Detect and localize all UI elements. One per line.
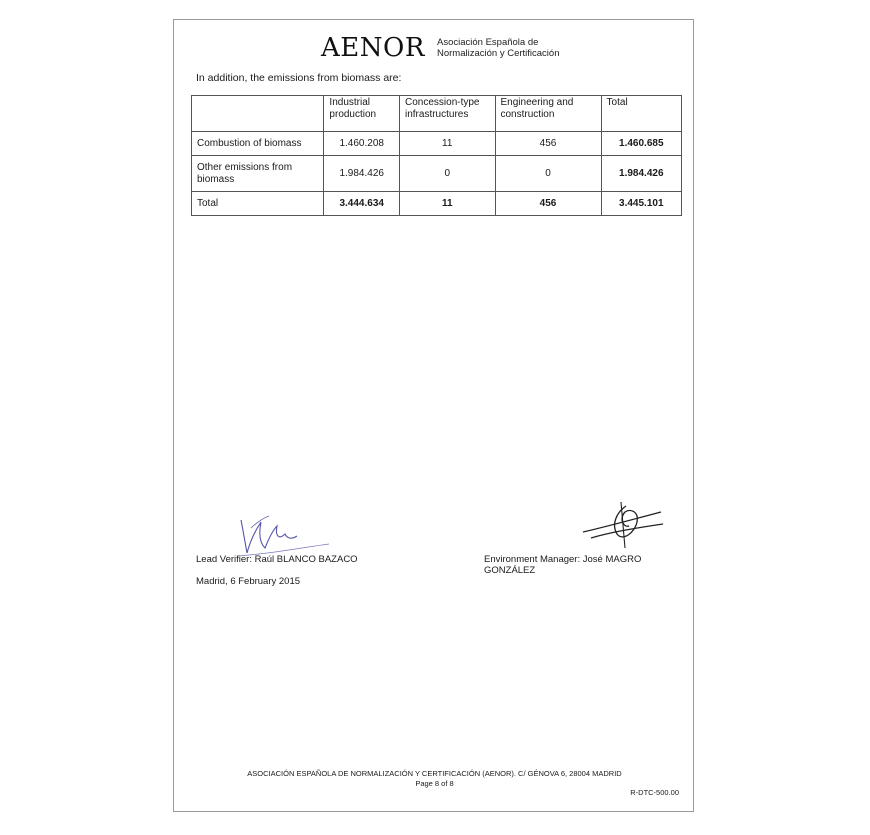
environment-manager-signature: [581, 498, 666, 553]
table-row: [192, 132, 682, 156]
biomass-emissions-table: [191, 95, 682, 216]
table-row: [192, 156, 682, 192]
table-header-row: [192, 96, 682, 132]
cell-value: 11: [400, 192, 496, 216]
row-label: Combustion of biomass: [192, 132, 324, 156]
header-cell-concession: Concession-type infrastructures: [400, 96, 496, 132]
organization-name: [437, 37, 559, 59]
cell-value: 1.460.208: [324, 132, 400, 156]
lead-verifier-signature: [229, 508, 339, 558]
cell-value: 11: [400, 132, 496, 156]
header-cell-empty: [192, 96, 324, 132]
row-label: Total: [192, 192, 324, 216]
header-cell-engineering: Engineering and construction: [495, 96, 601, 132]
page-footer: [174, 769, 695, 789]
intro-text: In addition, the emissions from biomass are:: [196, 72, 402, 84]
page-number: Page 8 of 8: [415, 779, 454, 788]
organization-name-line2: Normalización y Certificación: [437, 48, 560, 59]
cell-value: 0: [495, 156, 601, 192]
cell-value: 1.984.426: [324, 156, 400, 192]
cell-value: 456: [495, 132, 601, 156]
header-cell-total: Total: [601, 96, 681, 132]
cell-total: 3.445.101: [601, 192, 681, 216]
lead-verifier-label: Lead Verifier: Raúl BLANCO BAZACO: [196, 554, 358, 565]
header-cell-industrial: Industrial production: [324, 96, 400, 132]
environment-manager-label: Environment Manager: José MAGRO GONZÁLEZ: [484, 554, 642, 576]
cell-value: 0: [400, 156, 496, 192]
place-date: Madrid, 6 February 2015: [196, 576, 301, 587]
cell-total: 1.460.685: [601, 132, 681, 156]
cell-value: 456: [495, 192, 601, 216]
document-reference: R-DTC-500.00: [630, 788, 679, 797]
footer-address: ASOCIACIÓN ESPAÑOLA DE NORMALIZACIÓN Y CERTIFICACIÓN (AENOR). C/ GÉNOVA 6, 28004 MADRID: [247, 769, 622, 778]
organization-name-line1: Asociación Española de: [437, 37, 539, 48]
table-row-total: [192, 192, 682, 216]
aenor-logo: AENOR: [321, 33, 425, 63]
cell-value: 3.444.634: [324, 192, 400, 216]
row-label: Other emissions from biomass: [192, 156, 324, 192]
document-page: [173, 19, 694, 812]
cell-total: 1.984.426: [601, 156, 681, 192]
